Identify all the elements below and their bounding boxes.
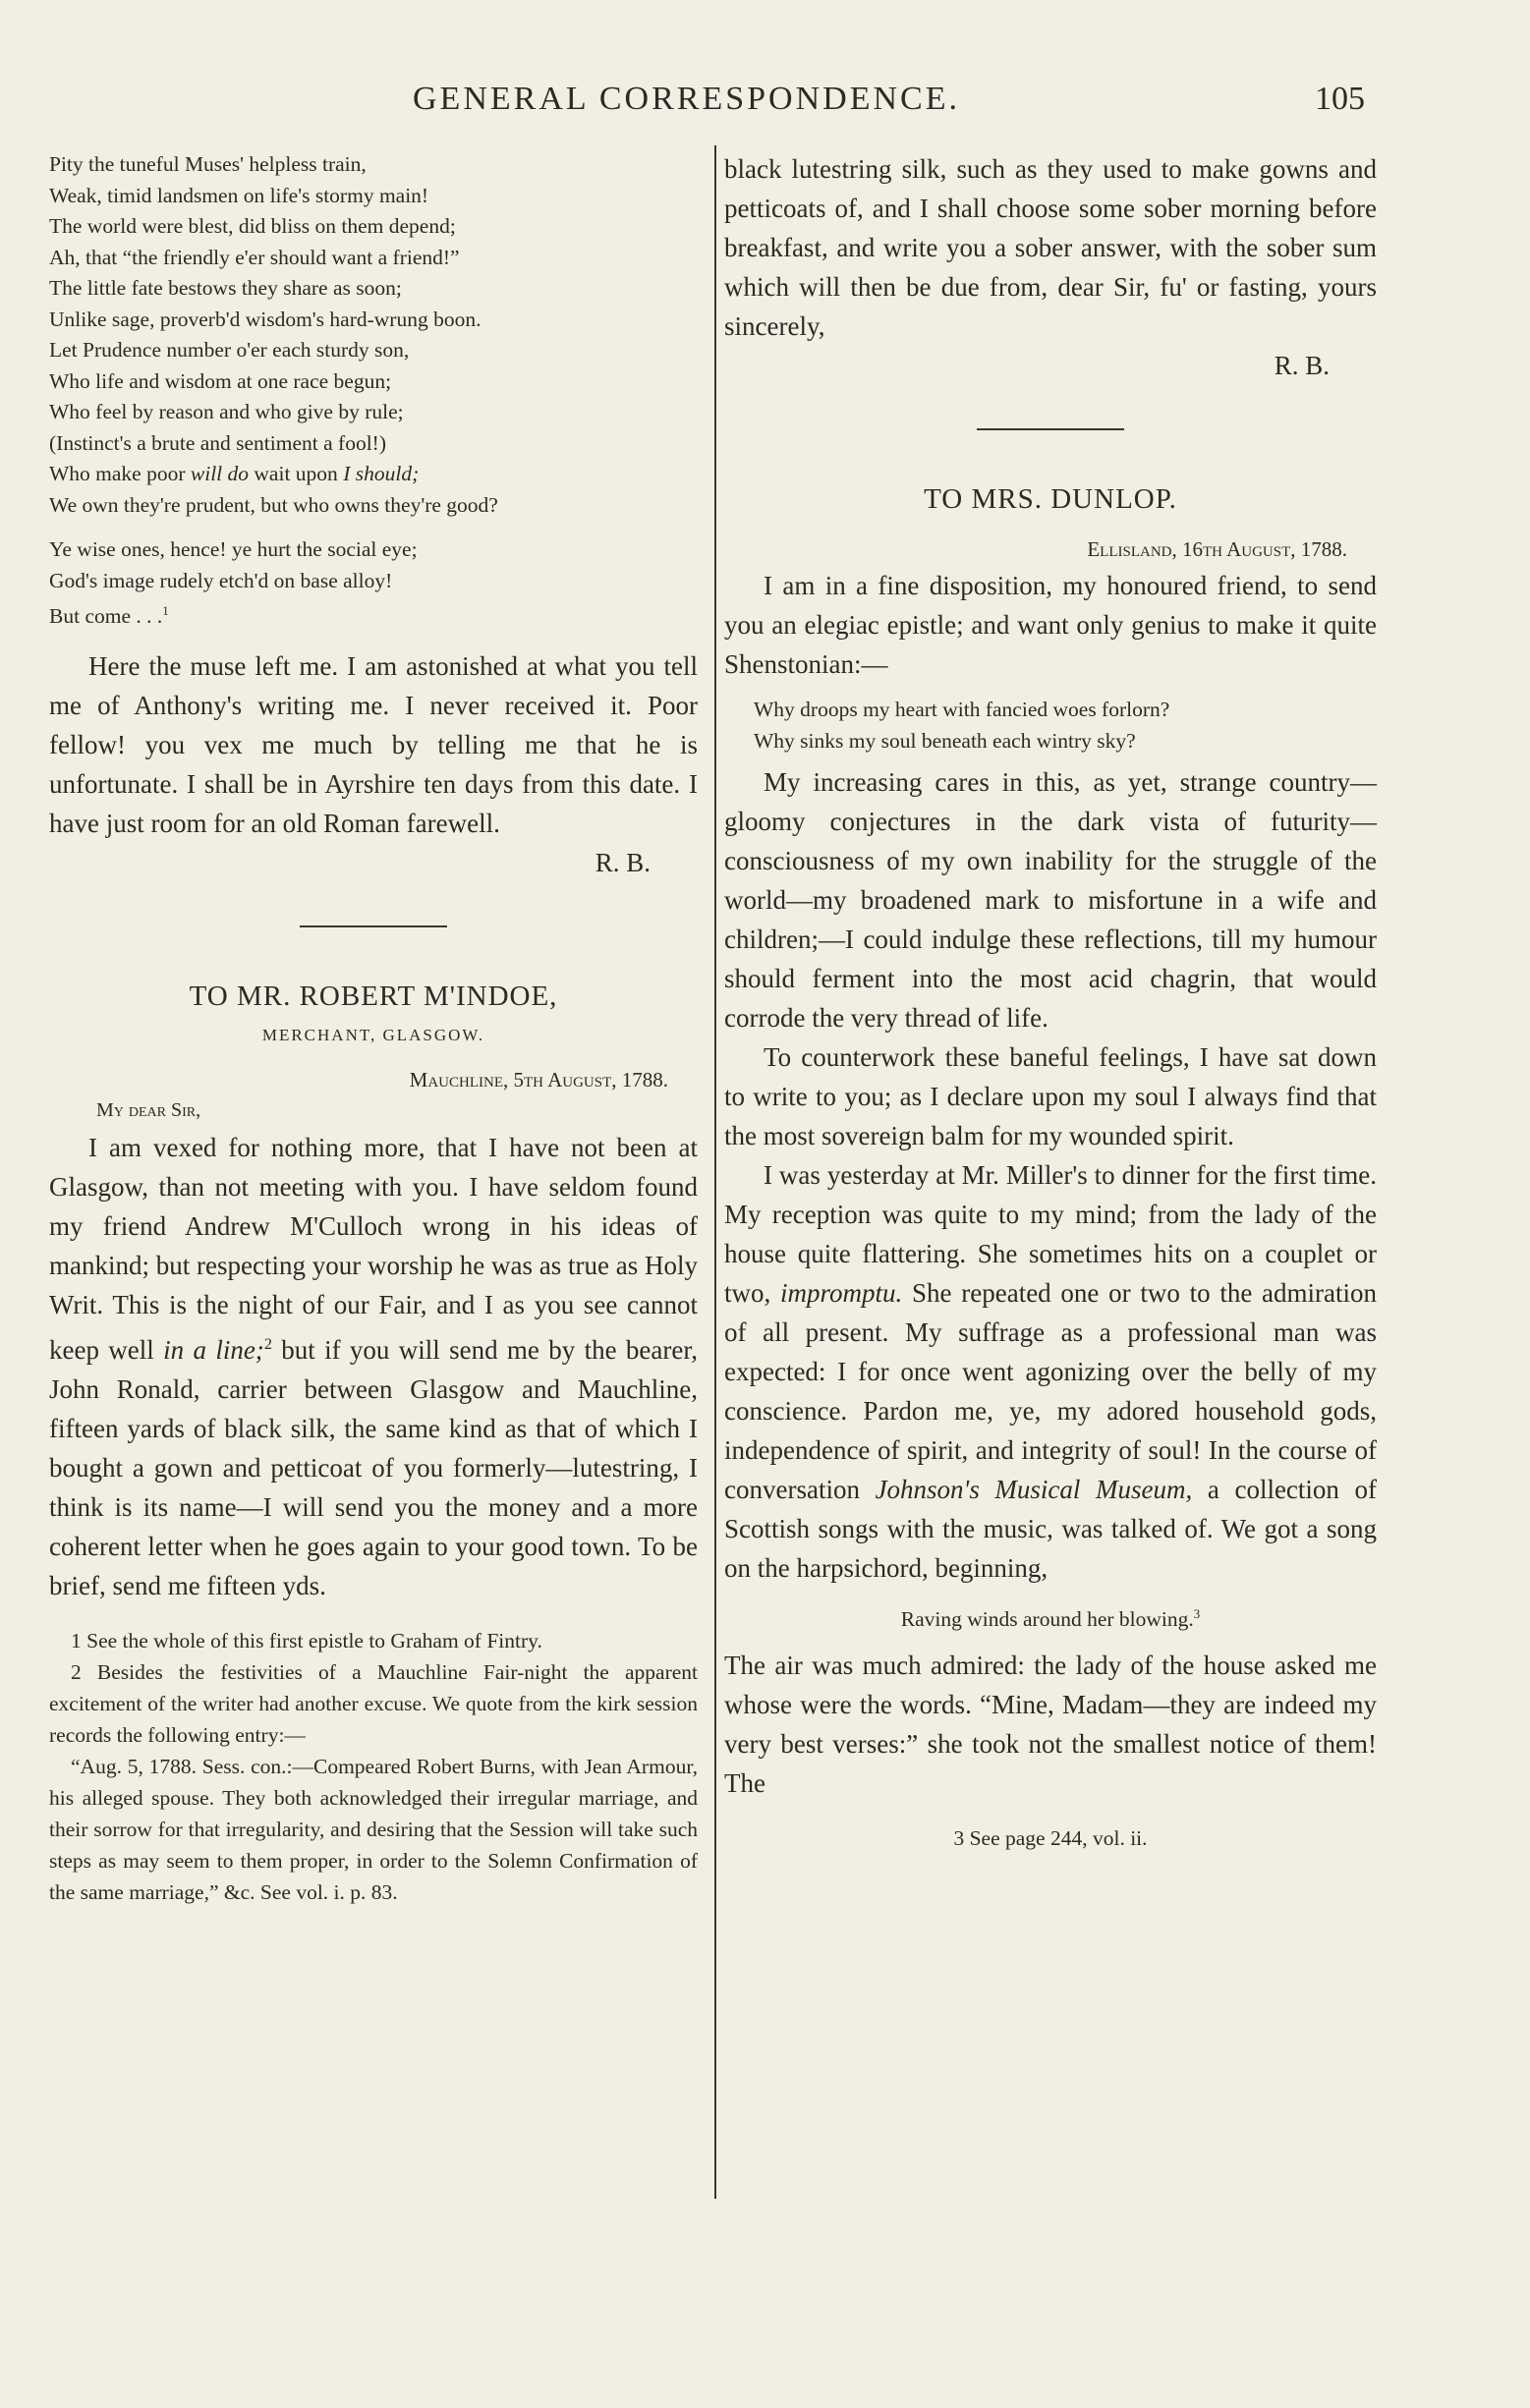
signature: R. B. [1274, 351, 1330, 380]
poem-excerpt-2 [49, 534, 698, 633]
footnote: “Aug. 5, 1788. Sess. con.:—Compeared Robert Burns, with Jean Armour, his alleged spouse. They both acknowledged their irregular marriage, and their sorrow for that irregularity, and desiring that the Session will take such steps as may seem to them proper, in order to the Solemn Confirmation of the same marriage,” &c. See vol. i. p. 83. [49, 1754, 698, 1904]
poem-line: God's image rudely etch'd on base alloy! [49, 568, 393, 592]
letter-body [724, 566, 1377, 684]
poem-line: Unlike sage, proverb'd wisdom's hard-wrung boon. [49, 307, 482, 331]
letter-body-end [724, 1646, 1377, 1803]
paragraph: I am vexed for nothing more, that I have not been at Glasgow, than not meeting with you. I have seldom found my friend Andrew M'Culloch wrong in his ideas of mankind; but respecting your worship he was as true as Holy Writ. This is the night of our Fair, and I as you see cannot keep well in a line;$^2$ but if you will send me by the bearer, John Ronald, carrier between Glasgow and Mauchline, fifteen yards of black silk, the same kind as that of which I bought a gown and petticoat of you formerly—lutestring, I think is its name—I will send you the money and a more coherent letter when he goes again to your good town. To be brief, send me fifteen yds. [49, 1132, 699, 1600]
page-number: 105 [1315, 81, 1365, 117]
paragraph: Here the muse left me. I am astonished at what you tell me of Anthony's writing me. I never received it. Poor fellow! you vex me much by telling me that he is unfortunate. I shall be in Ayrshire ten days from this date. I have just room for an old Roman farewell. [49, 650, 698, 838]
poem-line: Weak, timid landsmen on life's stormy main! [49, 183, 429, 207]
paragraph: I was yesterday at Mr. Miller's to dinner for the first time. My reception was quite to my mind; from the lady of the house quite flattering. She sometimes hits on a couplet or two, impromptu. She repeated one or two to the admiration of all present. My suffrage as a professional man was expected: I for once went agonizing over the belly of my conscience. Pardon me, ye, my adored household gods, independence of spirit, and integrity of soul! In the course of conversation Johnson's Musical Museum, a collection of Scottish songs with the music, was talked of. We got a song on the harpsichord, beginning, [724, 1160, 1378, 1583]
letter-text [49, 646, 698, 843]
italic-phrase: I should; [343, 462, 420, 485]
left-column [49, 149, 698, 1908]
footnotes [49, 1625, 698, 1908]
paragraph: I am in a fine disposition, my honoured friend, to send you an elegiac epistle; and want only genius to make it quite Shenstonian:— [724, 571, 1377, 679]
column-divider [714, 145, 716, 2199]
song-title-quote: Raving winds around her blowing.$^3$ [900, 1607, 1201, 1632]
italic-phrase: impromptu. [780, 1278, 903, 1308]
italic-phrase: will do [190, 462, 250, 485]
signature: R. B. [595, 847, 651, 877]
poem-excerpt [49, 149, 698, 521]
footnote: 1 See the whole of this first epistle to Graham of Fintry. [71, 1628, 542, 1652]
letter-heading: TO MR. ROBERT M'INDOE, [189, 980, 558, 1012]
letter-body [49, 1128, 698, 1605]
section-rule [977, 428, 1124, 430]
paragraph: black lutestring silk, such as they used to make gowns and petticoats of, and I shall choose some sober morning before breakfast, and write you a sober answer, with the sober sum which will then be due from, dear Sir, fu' or fasting, yours sincerely, [724, 154, 1377, 341]
poem-line: (Instinct's a brute and sentiment a fool!) [49, 430, 386, 455]
dateline: Ellisland, 16th August, 1788. [1087, 537, 1347, 561]
poem-line: Who feel by reason and who give by rule; [49, 400, 404, 423]
poem-line: Ah, that “the friendly e'er should want a friend!” [49, 245, 460, 269]
verse-quote [754, 694, 1377, 756]
poem-line: Ye wise ones, hence! ye hurt the social eye; [49, 537, 418, 561]
poem-line: The little fate bestows they share as soon; [49, 276, 402, 300]
footnote-ref: 1 [162, 604, 169, 618]
verse-line: Why sinks my soul beneath each wintry sky? [754, 729, 1136, 753]
right-column [724, 149, 1377, 1854]
italic-phrase: in a line; [163, 1334, 264, 1365]
salutation: My dear Sir, [96, 1098, 201, 1121]
footnote: 3 See page 244, vol. ii. [953, 1826, 1148, 1851]
poem-line: But come . . .$^1$ [49, 604, 169, 629]
running-header [0, 81, 1530, 130]
letter-body-cont [724, 762, 1377, 1588]
section-rule [300, 925, 447, 927]
verse-line: Why droops my heart with fancied woes forlorn? [754, 698, 1170, 721]
running-title: GENERAL CORRESPONDENCE. [413, 81, 960, 117]
letter-subheading: MERCHANT, GLASGOW. [261, 1025, 485, 1044]
poem-line: Who make poor will do wait upon I should; [49, 462, 420, 485]
paragraph: The air was much admired: the lady of the house asked me whose were the words. “Mine, Madam—they are indeed my very best verses:” she took not the smallest notice of them! The [724, 1651, 1377, 1799]
poem-line: We own they're prudent, but who owns they're good? [49, 492, 498, 517]
poem-line: Pity the tuneful Muses' helpless train, [49, 152, 367, 176]
footnote-ref: 3 [1193, 1607, 1201, 1621]
paragraph: To counterwork these baneful feelings, I have sat down to write to you; as I declare upon my soul I always find that the most sovereign balm for my wounded spirit. [724, 1042, 1377, 1150]
poem-line: The world were blest, did bliss on them depend; [49, 214, 456, 238]
letter-continuation [724, 149, 1377, 346]
poem-line: Let Prudence number o'er each sturdy son, [49, 338, 410, 362]
paragraph: My increasing cares in this, as yet, strange country—gloomy conjectures in the dark vista of futurity—consciousness of my own inability for the struggle of the world—my broadened mark to misfortune in a wife and children;—I could indulge these reflections, till my humour should ferment into the most acid chagrin, that would corrode the very thread of life. [724, 767, 1377, 1033]
letter-heading: TO MRS. DUNLOP. [924, 483, 1177, 515]
poem-line: Who life and wisdom at one race begun; [49, 368, 392, 393]
footnote-ref: 2 [263, 1334, 272, 1353]
dateline: Mauchline, 5th August, 1788. [409, 1067, 668, 1092]
italic-phrase: Johnson's Musical Museum, [875, 1475, 1193, 1504]
footnote: 2 Besides the festivities of a Mauchline Fair-night the apparent excitement of the writer had another excuse. We quote from the kirk session records the following entry:— [49, 1659, 698, 1747]
